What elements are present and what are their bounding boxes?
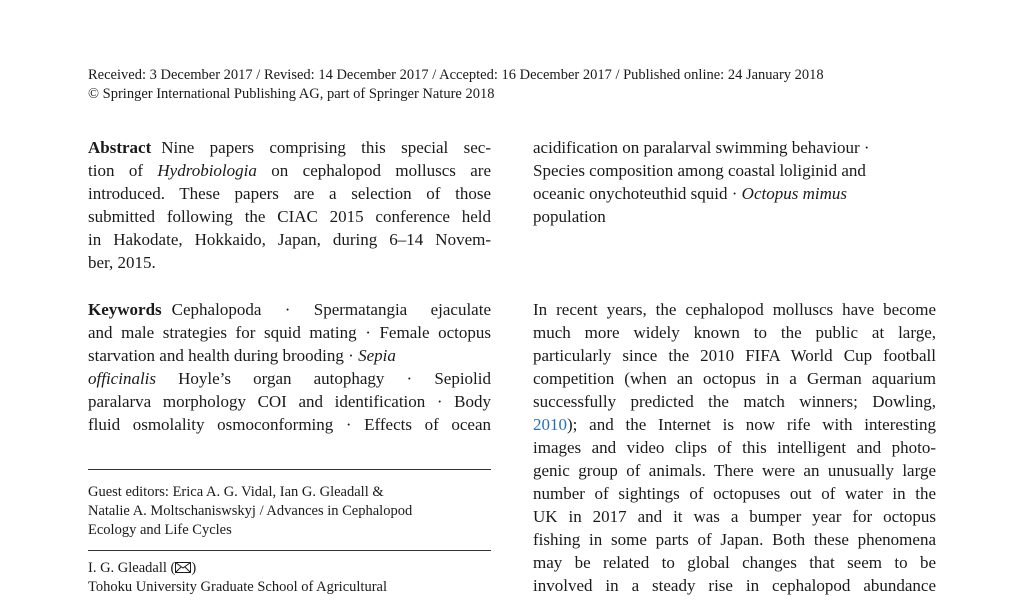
keywords-section [88, 298, 491, 436]
abstract-line: on cephalopod molluscs are [256, 161, 491, 180]
body-line: fishing in some parts of Japan. Both these phenomena [533, 530, 936, 549]
guest-editors-note [88, 483, 491, 540]
abstract-line: tion of [88, 161, 158, 180]
body-line: images and video clips of this intelligent and photo- [533, 438, 936, 457]
abstract-section [88, 136, 491, 274]
abstract-line: Nine papers comprising this special sec- [161, 138, 491, 157]
body-line: particularly since the 2010 FIFA World Cup football [533, 346, 936, 365]
body-line: UK in 2017 and it was a bumper year for octopus [533, 507, 936, 526]
keyword-species: officinalis [88, 369, 156, 388]
abstract-line: in Hakodate, Hokkaido, Japan, during 6–14 Novem- [88, 230, 491, 249]
keywords-line: starvation and health during brooding · [88, 346, 359, 365]
body-line: In recent years, the cephalopod molluscs have become [533, 300, 936, 319]
author-name: I. G. Gleadall ( [88, 560, 176, 576]
author-affiliation [88, 559, 491, 597]
body-line: competition (when an octopus in a German aquarium [533, 369, 936, 388]
footnote-divider [88, 469, 491, 470]
copyright-line: © Springer International Publishing AG, part of Springer Nature 2018 [88, 86, 495, 102]
citation-link-dowling-2010[interactable]: 2010 [533, 415, 567, 434]
body-line: successfully predicted the match winners; Dowling, [533, 392, 936, 411]
email-envelope-icon[interactable] [175, 562, 191, 573]
keyword-species: Sepia [358, 346, 396, 365]
abstract-line: ber, 2015. [88, 253, 156, 272]
keywords-label: Keywords [88, 300, 162, 319]
body-line: number of sightings of octopuses out of water in the [533, 484, 936, 503]
body-line: may be related to global changes that seem to be [533, 553, 936, 572]
keywords-line: paralarva morphology COI and identification · Body [88, 392, 491, 411]
guest-editors-line: Ecology and Life Cycles [88, 522, 232, 538]
body-line: much more widely known to the public at large, [533, 323, 936, 342]
introduction-text [533, 298, 936, 597]
keywords-line: Cephalopoda · Spermatangia ejaculate [171, 300, 491, 319]
affiliation-line: Tohoku University Graduate School of Agricultural [88, 579, 387, 595]
keywords-line: Species composition among coastal loliginid and [533, 161, 866, 180]
body-line: genic group of animals. There were an unusually large [533, 461, 936, 480]
abstract-line: submitted following the CIAC 2015 conference held [88, 207, 491, 226]
footnote-divider [88, 550, 491, 551]
keyword-species: Octopus mimus [741, 184, 847, 203]
abstract-line: introduced. These papers are a selection of those [88, 184, 491, 203]
keywords-continued [533, 136, 936, 228]
abstract-label: Abstract [88, 138, 152, 157]
keywords-line: and male strategies for squid mating · Female octopus [88, 323, 491, 342]
author-name-close: ) [191, 560, 197, 576]
guest-editors-line: Natalie A. Moltschaniswskyj / Advances in Cephalopod [88, 503, 413, 519]
keywords-line: Hoyle’s organ autophagy · Sepiolid [156, 369, 491, 388]
body-line: ); and the Internet is now rife with interesting [567, 415, 936, 434]
received-dates-line: Received: 3 December 2017 / Revised: 14 December 2017 / Accepted: 16 December 2017 / Published online: 24 January 2018 [88, 67, 824, 83]
keywords-line: population [533, 207, 606, 226]
guest-editors-line: Guest editors: Erica A. G. Vidal, Ian G. Gleadall & [88, 484, 384, 500]
body-line: involved in a steady rise in cephalopod abundance [533, 576, 936, 595]
keywords-line: oceanic onychoteuthid squid · [533, 184, 742, 203]
journal-name: Hydrobiologia [157, 161, 257, 180]
keywords-line: fluid osmolality osmoconforming · Effects of ocean [88, 415, 491, 434]
keywords-line: acidification on paralarval swimming behaviour · [533, 138, 870, 157]
